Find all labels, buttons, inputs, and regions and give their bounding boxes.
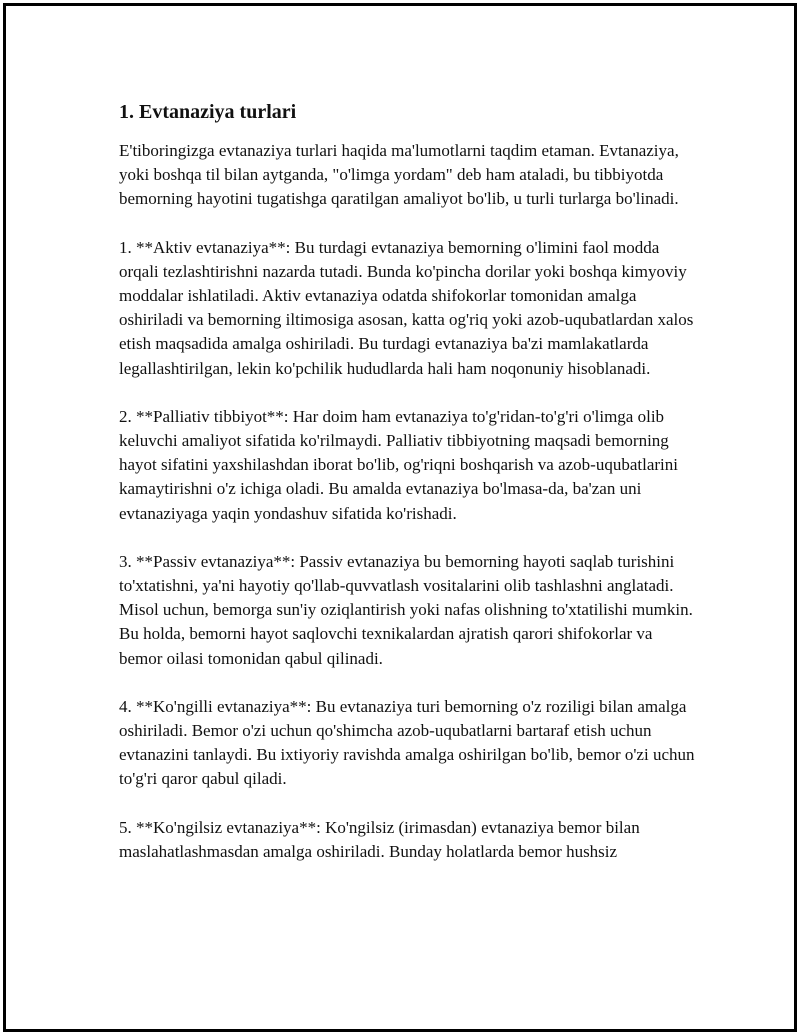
document-heading: 1. Evtanaziya turlari	[119, 101, 297, 123]
document-body	[119, 98, 699, 888]
paragraph-voluntary-euthanasia: 4. **Ko'ngilli evtanaziya**: Bu evtanaziya turi bemorning o'z roziligi bilan amalga oshiriladi. Bemor o'zi uchun qo'shimcha azob-uqubatlarni bartaraf etish uchun evtanazini tanlaydi. Bu ixtiyoriy ravishda amalga oshirilgan bo'lib, bemor o'zi uchun to'g'ri qaror qabul qiladi.	[119, 696, 695, 789]
paragraph-active-euthanasia: 1. **Aktiv evtanaziya**: Bu turdagi evtanaziya bemorning o'limini faol modda orqali tezlashtirishni nazarda tutadi. Bunda ko'pincha dorilar yoki boshqa kimyoviy moddalar ishlatiladi. Aktiv evtanaziya odatda shifokorlar tomonidan amalga oshiriladi va bemorning iltimosiga asosan, katta og'riq yoki azob-uqubatlardan xalos etish maqsadida amalga oshiriladi. Bu turdagi evtanaziya ba'zi mamlakatlarda legallashtirilgan, lekin ko'pchilik hududlarda hali ham noqonuniy hisoblanadi.	[119, 237, 694, 378]
page-frame	[3, 3, 797, 1032]
paragraph-palliative-care: 2. **Palliativ tibbiyot**: Har doim ham evtanaziya to'g'ridan-to'g'ri o'limga olib keluvchi amaliyot sifatida ko'rilmaydi. Palliativ tibbiyotning maqsadi bemorning hayot sifatini yaxshilashdan iborat bo'lib, og'riqni boshqarish va azob-uqubatlarini kamaytirishni o'z ichiga oladi. Bu amalda evtanaziya bo'lmasa-da, ba'zan uni evtanaziyaga yaqin yondashuv sifatida ko'rishadi.	[119, 406, 678, 523]
paragraph-involuntary-euthanasia: 5. **Ko'ngilsiz evtanaziya**: Ko'ngilsiz (irimasdan) evtanaziya bemor bilan maslahatlashmasdan amalga oshiriladi. Bunday holatlarda bemor hushsiz	[119, 817, 640, 861]
paragraph-passive-euthanasia: 3. **Passiv evtanaziya**: Passiv evtanaziya bu bemorning hayoti saqlab turishini to'xtatishni, ya'ni hayotiy qo'llab-quvvatlash vositalarini olib tashlashni anglatadi. Misol uchun, bemorga sun'iy oziqlantirish yoki nafas olishning to'xtatilishi mumkin. Bu holda, bemorni hayot saqlovchi texnikalardan ajratish qarori shifokorlar va bemor oilasi tomonidan qabul qilinadi.	[119, 551, 693, 668]
intro-paragraph: E'tiboringizga evtanaziya turlari haqida ma'lumotlarni taqdim etaman. Evtanaziya, yoki boshqa til bilan aytganda, "o'limga yordam" deb ham ataladi, bu tibbiyotda bemorning hayotini tugatishga qaratilgan amaliyot bo'lib, u turli turlarga bo'linadi.	[119, 141, 679, 209]
